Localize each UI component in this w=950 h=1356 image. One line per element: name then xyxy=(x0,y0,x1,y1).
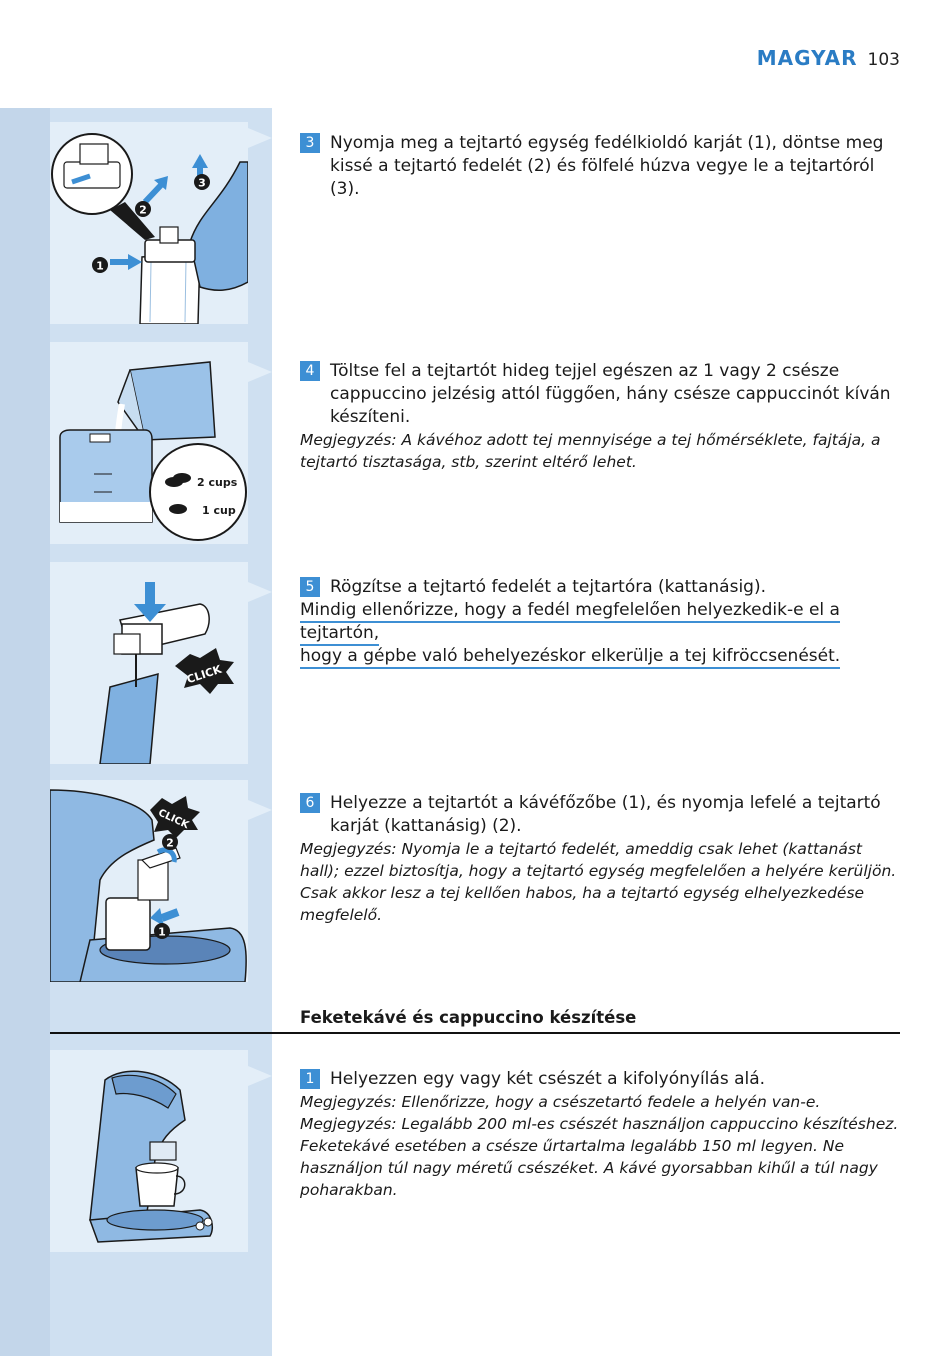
step-4-note: Megjegyzés: A kávéhoz adott tej mennyisége a tej hőmérséklete, fajtája, a tejtartó tisztasága, stb, szerint eltérő lehet. xyxy=(300,431,881,471)
page-number: 103 xyxy=(867,50,900,70)
panel-pointer xyxy=(248,582,272,602)
warning-line-2: hogy a gépbe való behelyezéskor elkerülje a tej kifröccsenését. xyxy=(300,646,840,669)
click-label-1: CLICK xyxy=(185,662,224,687)
sidebar-shade xyxy=(0,108,50,1356)
panel-pointer xyxy=(248,362,272,382)
step-6 xyxy=(300,792,900,926)
section-step-1 xyxy=(300,1068,900,1201)
callout-2: 2 xyxy=(139,203,147,217)
illustration-attach-lid xyxy=(50,562,248,764)
section-step-note-1: Megjegyzés: Ellenőrizze, hogy a csészetartó fedele a helyén van-e. xyxy=(300,1093,821,1111)
step-text: Nyomja meg a tejtartó egység fedélkioldó karját (1), döntse meg kissé a tejtartó fedelét (2) és fölfelé húzva vegye le a tejtartóról (3). xyxy=(330,133,884,199)
illustration-insert-container xyxy=(50,780,248,982)
step-4 xyxy=(300,360,900,473)
step-3-instruction xyxy=(300,132,900,201)
warning-line-1: Mindig ellenőrizze, hogy a fedél megfelelően helyezkedik-e el a tejtartón, xyxy=(300,600,840,646)
callout-1: 1 xyxy=(158,925,166,939)
section-heading: Feketekávé és cappuccino készítése xyxy=(300,1008,637,1027)
remove-lid-drawing xyxy=(50,122,248,324)
step-5 xyxy=(300,576,900,668)
page-header xyxy=(757,46,900,70)
cup-label-2: 2 cups xyxy=(197,476,238,489)
step-text: Rögzítse a tejtartó fedelét a tejtartóra (kattanásig). xyxy=(330,577,766,597)
callout-1: 1 xyxy=(96,259,104,273)
step-6-instruction xyxy=(300,792,900,838)
step-5-warning xyxy=(300,599,900,668)
section-step-1-instruction xyxy=(300,1068,900,1091)
step-3 xyxy=(300,132,900,201)
step-number: 6 xyxy=(300,793,320,813)
attach-lid-drawing xyxy=(50,562,248,764)
illustration-remove-lid xyxy=(50,122,248,324)
illustration-fill-milk xyxy=(50,342,248,544)
cup-label-1: 1 cup xyxy=(202,504,236,517)
step-number: 4 xyxy=(300,361,320,381)
step-text: Töltse fel a tejtartót hideg tejjel egészen az 1 vagy 2 csésze cappuccino jelzésig attól függően, hány csésze cappuccinót kíván készíteni. xyxy=(330,361,891,427)
step-number: 5 xyxy=(300,577,320,597)
fill-milk-drawing xyxy=(50,342,248,544)
panel-pointer xyxy=(248,1066,272,1086)
panel-pointer xyxy=(248,128,272,148)
panel-pointer xyxy=(248,800,272,820)
illustration-cup-placement xyxy=(50,1050,248,1252)
click-label-2: CLICK xyxy=(156,807,191,832)
step-text: Helyezzen egy vagy két csészét a kifolyónyílás alá. xyxy=(330,1069,766,1089)
step-number: 1 xyxy=(300,1069,320,1089)
callout-3: 3 xyxy=(198,176,206,190)
step-5-instruction xyxy=(300,576,900,599)
step-4-instruction xyxy=(300,360,900,429)
step-6-note: Megjegyzés: Nyomja le a tejtartó fedelét, ameddig csak lehet (kattanást hall); ezzel biztosítja, hogy a tejtartó egység megfelelően a helyére kerüljön. Csak akkor lesz a tej kellően habos, ha a tejtartó egység elhelyezkedése megfelelő. xyxy=(300,840,897,924)
cup-placement-drawing xyxy=(50,1050,248,1252)
insert-container-drawing xyxy=(50,780,248,982)
step-number: 3 xyxy=(300,133,320,153)
callout-2: 2 xyxy=(166,836,174,850)
language-label: MAGYAR xyxy=(756,46,858,70)
step-text: Helyezze a tejtartót a kávéfőzőbe (1), és nyomja lefelé a tejtartó karját (kattanásig) (2). xyxy=(330,793,881,836)
section-divider xyxy=(50,1032,900,1034)
section-step-note-2: Megjegyzés: Legalább 200 ml-es csészét használjon cappuccino készítéshez. Feketekávé esetében a csésze űrtartalma legalább 150 ml legyen. Ne használjon túl nagy méretű csészéket. A kávé gyorsabban kihűl a túl nagy poharakban. xyxy=(300,1115,899,1199)
